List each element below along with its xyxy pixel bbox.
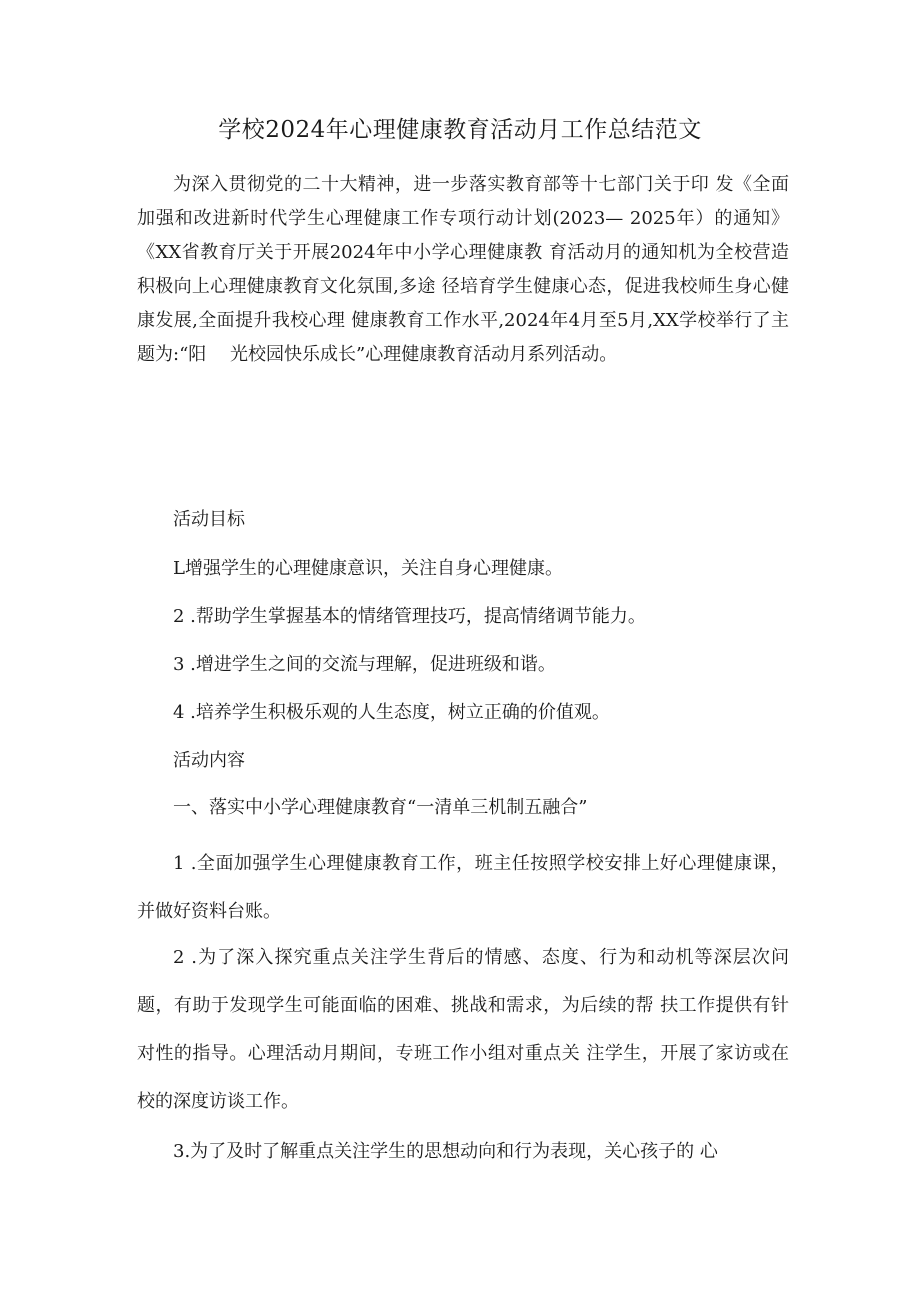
goal-item-4: 4 .培养学生积极乐观的人生态度，树立正确的价值观。 [173,702,610,723]
section-heading-content: 活动内容 [173,750,245,771]
goal-item-2: 2 .帮助学生掌握基本的情绪管理技巧，提高情绪调节能力。 [173,606,646,627]
intro-paragraph: 为深入贯彻党的二十大精神，进一步落实教育部等十七部门关于印 发《全面加强和改进新时代学生心理健康工作专项行动计划(2023— 2025年）的通知》《XX省教育厅关于开展2024年中小学心理健康教 育活动月的通知机为全校营造积极向上心理健康教育文化氛围,多途 径培育学生健康心态，促进我校师生身心健康发展,全面提升我校心理 健康教育工作水平,2024年4月至5月,XX学校举行了主题为:“阳 光校园快乐成长”心理健康教育活动月系列活动。 [137,174,789,365]
section-heading-goals: 活动目标 [173,509,245,530]
goal-item-3: 3 .增进学生之间的交流与理解，促进班级和谐。 [173,654,556,675]
content-item-1: 1 .全面加强学生心理健康教育工作，班主任按照学校安排上好心理健康课，并做好资料台账。 [137,853,789,922]
content-item-3: 3.为了及时了解重点关注学生的思想动向和行为表现，关心孩子的 心 [173,1141,718,1162]
goal-item-1: L增强学生的心理健康意识，关注自身心理健康。 [173,558,563,579]
document-title: 学校2024年心理健康教育活动月工作总结范文 [218,117,702,143]
subsection-heading-1: 一、落实中小学心理健康教育“一清单三机制五融合” [173,797,588,818]
content-item-2: 2 .为了深入探究重点关注学生背后的情感、态度、行为和动机等深层次问题，有助于发现学生可能面临的困难、挑战和需求，为后续的帮 扶工作提供有针对性的指导。心理活动月期间，专班工作小组对重点关 注学生，开展了家访或在校的深度访谈工作。 [137,947,789,1112]
